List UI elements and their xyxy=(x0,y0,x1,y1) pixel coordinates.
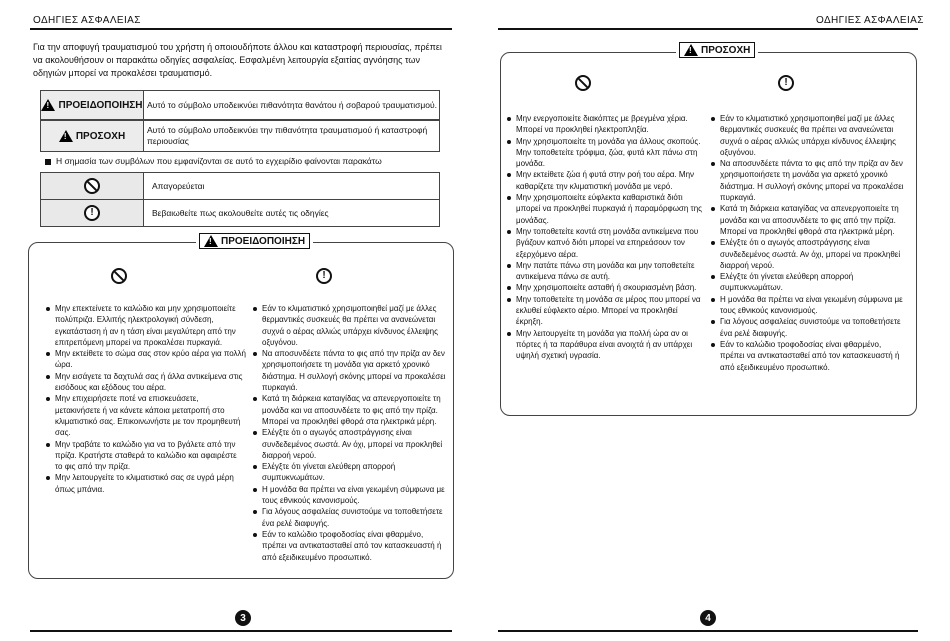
warning-box-title-text: ΠΡΟΕΙΔΟΠΟΙΗΣΗ xyxy=(221,235,306,247)
warning-box-title xyxy=(196,233,313,249)
intro-text: Για την αποφυγή τραυματισμού του χρήστη ή οποιουδήποτε άλλου και καταστροφή περιουσίας, πρέπει να ακολουθήσουν οι παρακάτω οδηγίες ασφαλείας. Εσφαλμένη λειτουργία εξαιτίας αγνόησης των οδηγιών μπορεί να προκαλέσει τραυματισμό. xyxy=(33,42,442,78)
caution-symbol-row xyxy=(40,120,440,152)
list-item: Να αποσυνδέετε πάντα το φις από την πρίζα αν δεν χρησιμοποιήσετε τη μονάδα για αρκετό χρονικό διάστημα. Η συλλογή σκόνης μπορεί να προκαλέσει πυρκαγιά. xyxy=(711,158,907,203)
prohibited-icon xyxy=(111,268,127,284)
warning-description: Αυτό το σύμβολο υποδεικνύει πιθανότητα θανάτου ή σοβαρού τραυματισμού. xyxy=(147,99,438,110)
list-item: Μην λειτουργείτε το κλιματιστικό σας σε υγρά μέρη όπως μπάνια. xyxy=(46,472,246,495)
page-number: 4 xyxy=(700,610,716,626)
caution-badge xyxy=(59,130,125,142)
list-item: Για λόγους ασφαλείας συνιστούμε να τοποθετήσετε ένα ρελέ διαφυγής. xyxy=(253,506,448,529)
warning-triangle-icon: ! xyxy=(684,44,698,56)
list-item: Ελέγξτε ότι γίνεται ελεύθερη απορροή συμπυκνωμάτων. xyxy=(253,461,448,484)
follow-legend-row xyxy=(40,199,440,227)
list-item: Μην τραβάτε το καλώδιο για να το βγάλετε από την πρίζα. Κρατήστε σταθερά το καλώδιο και αφαιρέστε το φις από την πρίζα. xyxy=(46,439,246,473)
prohibited-text: Απαγορεύεται xyxy=(152,181,205,191)
warning-badge-cell xyxy=(41,91,144,119)
follow-icon-cell xyxy=(41,200,144,226)
footer-rule xyxy=(498,630,918,632)
prohibited-legend-row xyxy=(40,172,440,200)
follow-text: Βεβαιωθείτε πως ακολουθείτε αυτές τις οδηγίες xyxy=(152,208,329,218)
list-item: Κατά τη διάρκεια καταιγίδας να απενεργοποιείτε τη μονάδα και να αποσυνδέετε το φις από την πρίζα. Μπορεί να προκληθεί φθορά στα ηλεκτρικά μέρη. xyxy=(711,203,907,237)
list-item: Μην εισάγετε τα δαχτυλά σας ή άλλα αντικείμενα στις εισόδους και εξόδους του αέρα. xyxy=(46,371,246,394)
list-item: Εάν το κλιματιστικό χρησιμοποιηθεί μαζί με άλλες θερμαντικές συσκευές θα πρέπει να ανανεώνεται συχνά ο αέρας αλλιώς υπάρχει κίνδυνος έλλειψης οξυγόνου. xyxy=(253,303,448,348)
square-bullet-icon xyxy=(45,159,51,165)
caution-box-title-text: ΠΡΟΣΟΧΗ xyxy=(701,44,751,56)
header-rule xyxy=(30,28,452,30)
symbols-note xyxy=(45,156,382,166)
list-item: Μην επιχειρήσετε ποτέ να επισκευάσετε, μετακινήσετε ή να κάνετε κάποια μετατροπή στο κλιματιστικό σας. Επικοινωνήστε με τον προμηθευτή σας. xyxy=(46,393,246,438)
prohibited-icon xyxy=(84,178,100,194)
exclamation-icon: ! xyxy=(316,268,332,284)
list-item: Μην ενεργοποιείτε διακόπτες με βρεγμένα χέρια. Μπορεί να προκληθεί ηλεκτροπληξία. xyxy=(507,113,703,136)
warning-symbol-row xyxy=(40,90,440,120)
caution-badge-cell xyxy=(41,121,144,151)
warning-required-list xyxy=(253,303,448,563)
exclamation-icon: ! xyxy=(84,205,100,221)
list-item: Μην χρησιμοποιείτε ασταθή ή σκουριασμένη βάση. xyxy=(507,282,703,293)
warning-triangle-icon: ! xyxy=(41,99,55,111)
list-item: Μην λειτουργείτε τη μονάδα για πολλή ώρα αν οι πόρτες ή τα παράθυρα είναι ανοιχτά ή αν υπάρχει υψηλή σχετική υγρασία. xyxy=(507,328,703,362)
symbols-note-text: Η σημασία των συμβόλων που εμφανίζονται σε αυτό το εγχειρίδιο φαίνονται παρακάτω xyxy=(56,156,382,166)
right-page xyxy=(475,0,950,641)
list-item: Μην τοποθετείτε κοντά στη μονάδα αντικείμενα που βγάζουν καπνό διότι μπορεί να επηρεάσουν τον εξερχόμενο αέρα. xyxy=(507,226,703,260)
list-item: Ελέγξτε ότι ο αγωγός αποστράγγισης είναι συνδεδεμένος σωστά. Αν όχι, μπορεί να προκληθεί διαρροή νερού. xyxy=(253,427,448,461)
list-item: Μην εκτείθετε ζώα ή φυτά στην ροή του αέρα. Μην καθαρίζετε την κλιματιστική μονάδα με νερό. xyxy=(507,169,703,192)
prohibited-icon xyxy=(575,75,591,91)
page-number: 3 xyxy=(235,610,251,626)
caution-box-title xyxy=(676,42,758,58)
list-item: Να αποσυνδέετε πάντα το φις από την πρίζα αν δεν χρησιμοποιήσετε τη μονάδα για αρκετό χρονικό διάστημα. Η συλλογή σκόνης μπορεί να προκαλέσει πυρκαγιά. xyxy=(253,348,448,393)
page-header: ΟΔΗΓΙΕΣ ΑΣΦΑΛΕΙΑΣ xyxy=(816,15,924,26)
warning-badge xyxy=(41,99,142,111)
list-item: Εάν το κλιματιστικό χρησιμοποιηθεί μαζί με άλλες θερμαντικές συσκευές θα πρέπει να ανανεώνεται συχνά ο αέρας αλλιώς υπάρχει κίνδυνος έλλειψης οξυγόνου. xyxy=(711,113,907,158)
warning-triangle-icon: ! xyxy=(59,130,73,142)
list-item: Μην χρησιμοποιείτε τη μονάδα για άλλους σκοπούς. Μην τοποθετείτε τρόφιμα, ζώα, φυτά κλπ πάνω στη μονάδα. xyxy=(507,136,703,170)
list-item: Μην χρησιμοποιείτε εύφλεκτα καθαριστικά διότι μπορεί να προκληθεί πυρκαγιά ή παραμόρφωση της μονάδας. xyxy=(507,192,703,226)
exclamation-icon: ! xyxy=(778,75,794,91)
list-item: Ελέγξτε ότι ο αγωγός αποστράγγισης είναι συνδεδεμένος σωστά. Αν όχι, μπορεί να προκληθεί διαρροή νερού. xyxy=(711,237,907,271)
list-item: Για λόγους ασφαλείας συνιστούμε να τοποθετήσετε ένα ρελέ διαφυγής. xyxy=(711,316,907,339)
list-item: Η μονάδα θα πρέπει να είναι γειωμένη σύμφωνα με τους εθνικούς κανονισμούς. xyxy=(711,294,907,317)
caution-label: ΠΡΟΣΟΧΗ xyxy=(75,130,126,142)
list-item: Μην πατάτε πάνω στη μονάδα και μην τοποθετείτε αντικείμενα πάνω σε αυτή. xyxy=(507,260,703,283)
page-header: ΟΔΗΓΙΕΣ ΑΣΦΑΛΕΙΑΣ xyxy=(33,15,141,26)
list-item: Η μονάδα θα πρέπει να είναι γειωμένη σύμφωνα με τους εθνικούς κανονισμούς. xyxy=(253,484,448,507)
list-item: Μην τοποθετείτε τη μονάδα σε μέρος που μπορεί να εκλυθεί εύφλεκτο αέριο. Μπορεί να προκληθεί έκρηξη. xyxy=(507,294,703,328)
warning-triangle-icon: ! xyxy=(204,235,218,247)
warning-prohibited-list xyxy=(46,303,246,495)
footer-rule xyxy=(30,630,452,632)
prohibited-icon-cell xyxy=(41,173,144,199)
list-item: Ελέγξτε ότι γίνεται ελεύθερη απορροή συμπυκνωμάτων. xyxy=(711,271,907,294)
caution-required-list xyxy=(711,113,907,373)
list-item: Εάν το καλώδιο τροφοδοσίας είναι φθαρμένο, πρέπει να αντικατασταθεί από τον κατασκευαστή ή από εξειδικευμένο προσωπικό. xyxy=(253,529,448,563)
caution-prohibited-list xyxy=(507,113,703,362)
list-item: Κατά τη διάρκεια καταιγίδας να απενεργοποιείτε τη μονάδα και να αποσυνδέετε το φις από την πρίζα. Μπορεί να προκληθεί φθορά στα ηλεκτρικά μέρη. xyxy=(253,393,448,427)
warning-label: ΠΡΟΕΙΔΟΠΟΙΗΣΗ xyxy=(58,99,143,111)
list-item: Εάν το καλώδιο τροφοδοσίας είναι φθαρμένο, πρέπει να αντικατασταθεί από τον κατασκευαστή ή από εξειδικευμένο προσωπικό. xyxy=(711,339,907,373)
list-item: Μην εκτείθετε το σώμα σας στον κρύο αέρα για πολλή ώρα. xyxy=(46,348,246,371)
list-item: Μην επεκτείνετε το καλώδιο και μην χρησιμοποιείτε πολύπριζα. Ελλιπής ηλεκτρολογική σύνδεση, εγκατάσταση ή αν η τάση είναι μεγαλύτερη από την επιτρεπόμενη μπορεί να προκαλέσει πυρκαγιά. xyxy=(46,303,246,348)
caution-description: Αυτό το σύμβολο υποδεικνύει την πιθανότητα τραυματισμού ή καταστροφή περιουσίας xyxy=(147,125,428,146)
header-rule xyxy=(498,28,918,30)
